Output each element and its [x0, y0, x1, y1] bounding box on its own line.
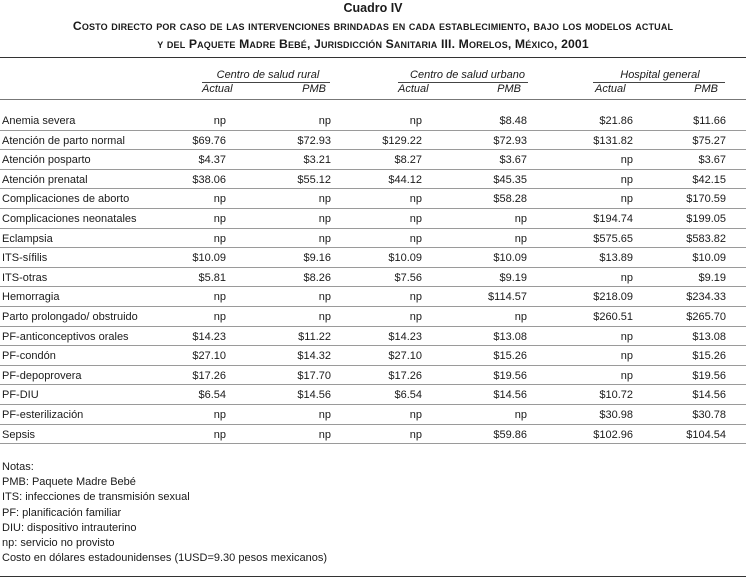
table-cell: $13.89	[599, 252, 633, 265]
note-line: DIU: dispositivo intrauterino	[2, 521, 137, 534]
table-cell: $8.26	[303, 271, 331, 284]
table-row	[0, 327, 746, 347]
table-cell: $10.09	[493, 252, 527, 265]
table-cell: $14.56	[297, 389, 331, 402]
table-cell: $59.86	[493, 428, 527, 441]
table-cell: np	[213, 193, 226, 206]
table-cell: np	[514, 213, 527, 225]
top-rule	[0, 57, 746, 58]
table-cell: np	[318, 232, 331, 245]
subheader-hospital-pmb: PMB	[694, 83, 718, 95]
header-rule	[0, 99, 746, 100]
table-cell: $7.56	[394, 271, 422, 284]
table-cell: $104.54	[686, 428, 726, 441]
table-row	[0, 405, 746, 425]
table-cell: np	[213, 291, 226, 304]
subheader-urbano-pmb: PMB	[497, 83, 521, 95]
table-cell: $14.56	[692, 389, 726, 402]
table-cell: np	[409, 115, 422, 127]
table-cell: $45.35	[493, 173, 527, 186]
table-row	[0, 385, 746, 405]
table-cell: $69.76	[192, 134, 226, 147]
subtitle-line-2: y del Paquete Madre Bebé, Jurisdicción Sanitaria III. Morelos, México, 2001	[157, 37, 589, 51]
table-row	[0, 268, 746, 288]
table-row	[0, 170, 746, 190]
table-cell: $6.54	[198, 389, 226, 402]
table-cell: $55.12	[297, 173, 331, 186]
table-cell: $17.70	[297, 369, 331, 382]
subheader-hospital-actual: Actual	[595, 83, 626, 95]
table-cell: $17.26	[388, 369, 422, 382]
subheader-rural-actual: Actual	[202, 83, 233, 95]
table-cell: np	[514, 409, 527, 421]
table-cell: $114.57	[488, 291, 527, 304]
table-cell: $17.26	[192, 369, 226, 382]
table-cell: np	[620, 350, 633, 363]
table-title: Cuadro IV	[343, 1, 403, 15]
table-cell: $3.67	[698, 154, 726, 167]
table-cell: np	[318, 213, 331, 225]
table-cell: $194.74	[593, 213, 633, 225]
table-cell: $9.19	[499, 271, 527, 284]
table-cell: $10.09	[192, 252, 226, 265]
row-label: Anemia severa	[2, 115, 76, 127]
row-label: Parto prolongado/ obstruido	[2, 311, 138, 323]
table-row	[0, 307, 746, 327]
table-cell: $8.48	[499, 115, 527, 127]
table-cell: np	[213, 115, 226, 127]
table-cell: $14.23	[388, 330, 422, 343]
table-cell: $14.23	[192, 330, 226, 343]
table-cell: np	[318, 409, 331, 421]
notes-heading: Notas:	[2, 461, 34, 473]
table-cell: $27.10	[192, 350, 226, 363]
table-cell: $15.26	[493, 350, 527, 363]
row-label: PF-esterilización	[2, 409, 84, 421]
table-cell: $72.93	[493, 134, 527, 147]
table-cell: np	[409, 409, 422, 421]
row-label: Atención prenatal	[2, 173, 88, 186]
row-label: Hemorragia	[2, 291, 60, 304]
table-cell: np	[213, 213, 226, 225]
table-row	[0, 229, 746, 249]
table-cell: $3.67	[499, 154, 527, 167]
table-cell: $10.09	[692, 252, 726, 265]
table-row	[0, 287, 746, 307]
row-label: PF-depoprovera	[2, 369, 82, 382]
note-line: PF: planificación familiar	[2, 506, 122, 519]
table-cell: $30.78	[692, 409, 726, 421]
row-label: PF-anticonceptivos orales	[2, 330, 129, 343]
row-divider	[0, 443, 746, 444]
table-row	[0, 189, 746, 209]
table-cell: $13.08	[692, 330, 726, 343]
table-cell: $11.22	[298, 330, 331, 343]
table-cell: np	[213, 428, 226, 441]
table-notes	[2, 460, 327, 566]
subtitle-line-1: Costo directo por caso de las intervenciones brindadas en cada establecimiento, bajo los modelos actual	[72, 19, 674, 33]
table-cell: np	[318, 428, 331, 441]
group-header-rural: Centro de salud rural	[216, 69, 320, 81]
table-cell: np	[318, 291, 331, 304]
table-cell: np	[620, 330, 633, 343]
row-label: Sepsis	[2, 428, 36, 441]
table-row	[0, 425, 746, 445]
table-cell: $575.65	[593, 232, 633, 245]
note-line: ITS: infecciones de transmisión sexual	[2, 491, 190, 504]
note-line: np: servicio no provisto	[2, 537, 115, 550]
table-cell: np	[620, 193, 633, 206]
table-cell: $583.82	[686, 232, 726, 245]
group-header-urbano: Centro de salud urbano	[410, 69, 525, 81]
table-cell: np	[620, 154, 633, 167]
table-cell: np	[409, 311, 422, 323]
table-cell: $11.66	[693, 115, 726, 127]
subheader-rural-pmb: PMB	[302, 83, 326, 95]
table-cell: $44.12	[388, 173, 422, 186]
table-row	[0, 366, 746, 386]
table-cell: $3.21	[303, 154, 331, 167]
table-cell: $8.27	[394, 154, 422, 167]
table-cell: np	[213, 311, 226, 323]
table-cell: $14.32	[297, 350, 331, 363]
table-row	[0, 131, 746, 151]
table-cell: $260.51	[593, 311, 633, 323]
table-cell: np	[409, 291, 422, 304]
table-cell: np	[620, 369, 633, 382]
table-cell: $75.27	[692, 134, 726, 147]
table-cell: $10.72	[599, 389, 633, 402]
table-cell: np	[514, 232, 527, 245]
table-cell: np	[409, 213, 422, 225]
table-cell: $19.56	[493, 369, 527, 382]
table-cell: np	[318, 311, 331, 323]
table-cell: $129.22	[382, 134, 422, 147]
row-label: ITS-otras	[2, 271, 48, 284]
table-cell: $131.82	[593, 134, 633, 147]
table-cell: np	[620, 271, 633, 284]
table-cell: $19.56	[692, 369, 726, 382]
table-cell: $9.19	[698, 271, 726, 284]
table-cell: $4.37	[198, 154, 226, 167]
table-cell: $38.06	[192, 173, 226, 186]
row-label: Complicaciones neonatales	[2, 213, 137, 225]
table-cell: $72.93	[297, 134, 331, 147]
row-label: Atención posparto	[2, 154, 91, 167]
table-cell: $9.16	[303, 252, 331, 265]
table-cell: np	[318, 193, 331, 206]
table-cell: $15.26	[692, 350, 726, 363]
table-cell: $10.09	[388, 252, 422, 265]
row-label: PF-DIU	[2, 389, 39, 402]
table-row	[0, 111, 746, 131]
table-cell: $199.05	[686, 213, 726, 225]
row-label: Eclampsia	[2, 232, 53, 245]
table-cell: np	[213, 409, 226, 421]
table-cell: $30.98	[599, 409, 633, 421]
table-cell: np	[620, 173, 633, 186]
table-cell: $42.15	[692, 173, 726, 186]
table-cell: $5.81	[198, 271, 226, 284]
group-header-hospital: Hospital general	[620, 69, 700, 81]
row-label: ITS-sífilis	[2, 252, 48, 265]
table-cell: np	[409, 193, 422, 206]
table-subtitle	[0, 17, 746, 53]
row-label: Atención de parto normal	[2, 134, 125, 147]
table-cell: $6.54	[394, 389, 422, 402]
subheader-urbano-actual: Actual	[398, 83, 429, 95]
note-line: PMB: Paquete Madre Bebé	[2, 476, 136, 489]
table-row	[0, 248, 746, 268]
table-cell: $27.10	[388, 350, 422, 363]
table-cell: np	[409, 428, 422, 441]
table-row	[0, 150, 746, 170]
row-label: PF-condón	[2, 350, 56, 363]
table-cell: $234.33	[686, 291, 726, 304]
row-label: Complicaciones de aborto	[2, 193, 130, 206]
table-cell: $218.09	[593, 291, 633, 304]
table-cell: $265.70	[686, 311, 726, 323]
table-cell: $21.86	[599, 115, 633, 127]
table-cell: np	[318, 115, 331, 127]
table-row	[0, 346, 746, 366]
bottom-rule	[0, 576, 746, 577]
table-cell: $102.96	[593, 428, 633, 441]
table-cell: $170.59	[686, 193, 726, 206]
table-cell: np	[213, 232, 226, 245]
table-cell: $58.28	[493, 193, 527, 206]
table-cell: $13.08	[493, 330, 527, 343]
table-cell: np	[514, 311, 527, 323]
note-line: Costo en dólares estadounidenses (1USD=9.30 pesos mexicanos)	[2, 552, 327, 565]
table-cell: $14.56	[493, 389, 527, 402]
table-cell: np	[409, 232, 422, 245]
table-row	[0, 209, 746, 229]
